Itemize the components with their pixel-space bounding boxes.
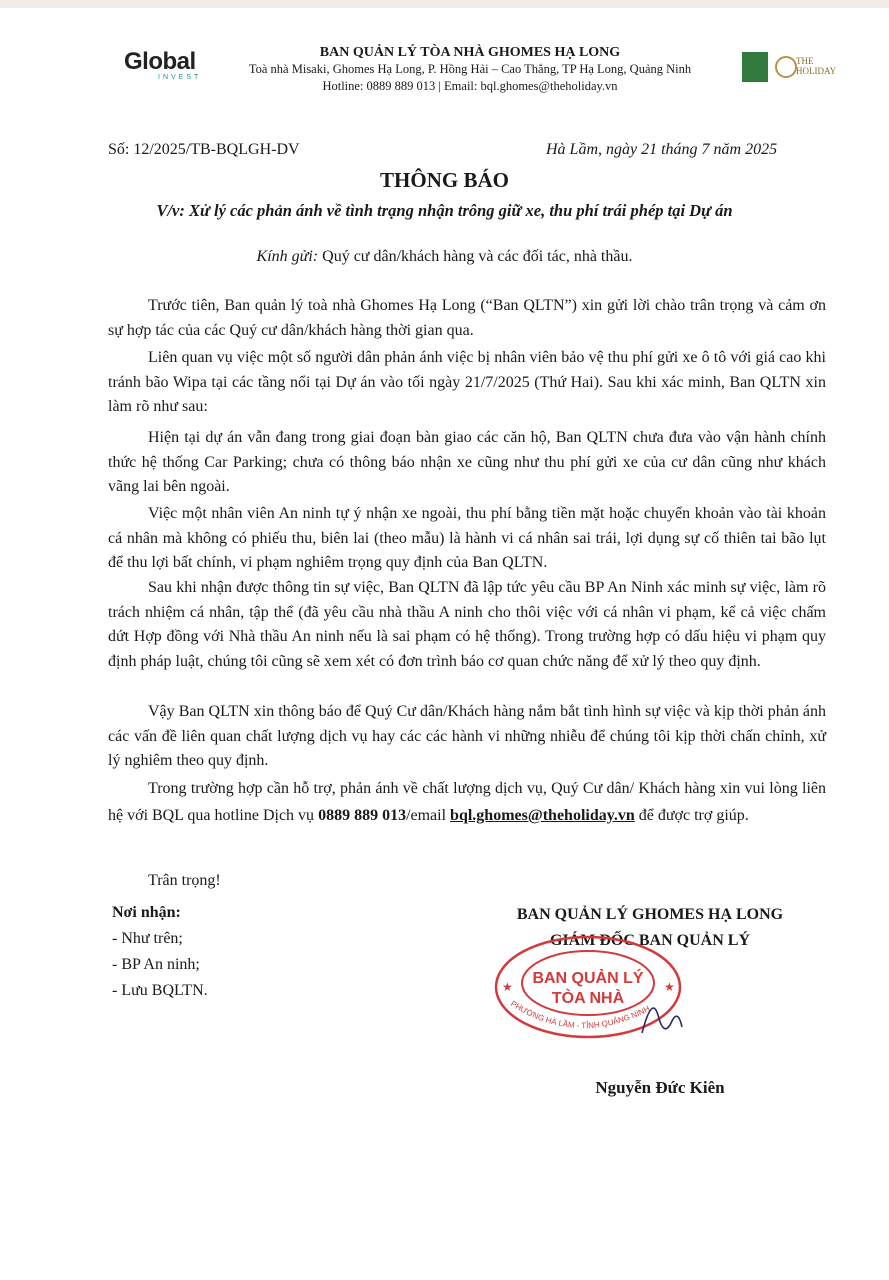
signer-name: Nguyễn Đức Kiên bbox=[595, 1078, 725, 1097]
greeting-text: Quý cư dân/khách hàng và các đối tác, nhà thầu. bbox=[318, 248, 633, 265]
paragraph-4: Việc một nhân viên An ninh tự ý nhận xe ngoài, thu phí bằng tiền mặt hoặc chuyển khoản vào tài khoản cá nhân mà không có phiếu thu, biên lai (theo mẫu) là hành vi cá nhân sai trái, lợi dụng sự cố thiên tai bão lụt để thu lợi bất chính, vi phạm nghiêm trọng quy định của Ban QLTN. bbox=[108, 505, 826, 571]
logo-sub: INVEST bbox=[158, 74, 202, 81]
doc-title: THÔNG BÁO bbox=[380, 168, 509, 192]
doc-date: Hà Lầm, ngày 21 tháng 7 năm 2025 bbox=[546, 141, 778, 158]
paragraph-6: Vậy Ban QLTN xin thông báo để Quý Cư dân/Khách hàng nắm bắt tình hình sự việc và kịp thời phản ánh các vấn đề liên quan chất lượng dịch vụ hay các các hành vi những nhiễu để chúng tôi kịp thời chấn chỉnh, xử lý nghiêm theo quy định. bbox=[108, 703, 826, 769]
paragraph-5: Sau khi nhận được thông tin sự việc, Ban QLTN đã lập tức yêu cầu BP An Ninh xác minh sự việc, làm rõ trách nhiệm cá nhân, tập thể (đã yêu cầu nhà thầu A ninh cho thôi việc với cá nhân vi phạm, kể cả việc chấm dứt Hợp đồng với Nhà thầu An ninh nếu là sai phạm có hệ thống). Trong trường hợp có dấu hiệu vi phạm quy định pháp luật, chúng tôi cũng sẽ xem xét có đơn trình báo cơ quan chức năng để xử lý theo quy định. bbox=[108, 579, 826, 670]
recipients bbox=[112, 900, 208, 1004]
p7-text-a: Trong trường hợp cần hỗ trợ, phản ánh về chất lượng dịch vụ, Quý Cư dân/ Khách hàng xin vui lòng liên hệ với BQL qua hotline Dịch vụ bbox=[108, 780, 826, 824]
p7-text-c: để được trợ giúp. bbox=[634, 807, 749, 824]
doc-subject: V/v: Xử lý các phản ánh về tình trạng nhận trông giữ xe, thu phí trái phép tại Dự án bbox=[156, 201, 733, 220]
email-link[interactable]: bql.ghomes@theholiday.vn bbox=[450, 807, 635, 824]
letterhead bbox=[210, 44, 730, 95]
recipient-item: - Như trên; bbox=[112, 930, 183, 947]
stamp-ring-path: PHƯỜNG HÀ LẦM - TỈNH QUẢNG NINH bbox=[509, 999, 652, 1031]
org-address: Toà nhà Misaki, Ghomes Hạ Long, P. Hồng Hải – Cao Thắng, TP Hạ Long, Quảng Ninh bbox=[248, 62, 692, 76]
stamp-line2: TÒA NHÀ bbox=[551, 990, 625, 1007]
top-band bbox=[0, 0, 889, 8]
the-holiday-logo bbox=[742, 52, 838, 84]
stamp-star-icon: ★ bbox=[502, 980, 513, 994]
hotline-number: 0889 889 013 bbox=[318, 807, 407, 824]
closing: Trân trọng! bbox=[148, 872, 221, 889]
signature-role: GIÁM ĐỐC BAN QUẢN LÝ bbox=[550, 932, 750, 949]
holiday-circle-icon bbox=[775, 56, 797, 78]
org-contact: Hotline: 0889 889 013 | Email: bql.ghomes@theholiday.vn bbox=[322, 79, 618, 93]
holiday-brand: THE HOLIDAY bbox=[796, 56, 837, 76]
paragraph-7 bbox=[108, 775, 826, 829]
global-invest-logo bbox=[124, 50, 210, 94]
recipient-item: - Lưu BQLTN. bbox=[112, 982, 208, 999]
stamp-star-icon: ★ bbox=[664, 980, 675, 994]
stamp-line1: BAN QUẢN LÝ bbox=[532, 970, 644, 987]
greeting-label: Kính gửi: bbox=[256, 248, 319, 265]
org-name: BAN QUẢN LÝ TÒA NHÀ GHOMES HẠ LONG bbox=[319, 45, 621, 60]
ghomes-icon bbox=[742, 52, 768, 82]
doc-number: Số: 12/2025/TB-BQLGH-DV bbox=[108, 141, 300, 158]
paragraph-1: Trước tiên, Ban quản lý toà nhà Ghomes Hạ Long (“Ban QLTN”) xin gửi lời chào trân trọng và cảm ơn sự hợp tác của các Quý cư dân/khách hàng thời gian qua. bbox=[108, 297, 826, 339]
greeting bbox=[0, 244, 889, 269]
signature-org: BAN QUẢN LÝ GHOMES HẠ LONG bbox=[516, 906, 784, 923]
paragraph-3: Hiện tại dự án vẫn đang trong giai đoạn bàn giao các căn hộ, Ban QLTN chưa đưa vào vận hành chính thức hệ thống Car Parking; chưa có thông báo nhận xe cũng như thu phí gửi xe của cư dân cũng như khách vãng lai bên ngoài. bbox=[108, 429, 826, 495]
p7-text-b: /email bbox=[406, 807, 451, 824]
official-stamp bbox=[492, 935, 684, 1045]
paragraph-2: Liên quan vụ việc một số người dân phản ánh việc bị nhân viên bảo vệ thu phí gửi xe ô tô với giá cao khi tránh bão Wipa tại các tầng nổi tại Dự án vào tối ngày 21/7/2025 (Thứ Hai). Sau khi xác minh, Ban QLTN xin làm rõ như sau: bbox=[108, 349, 826, 415]
recipient-item: - BP An ninh; bbox=[112, 956, 200, 973]
logo-word: Global bbox=[124, 48, 196, 75]
recipients-label: Nơi nhận: bbox=[112, 904, 181, 921]
